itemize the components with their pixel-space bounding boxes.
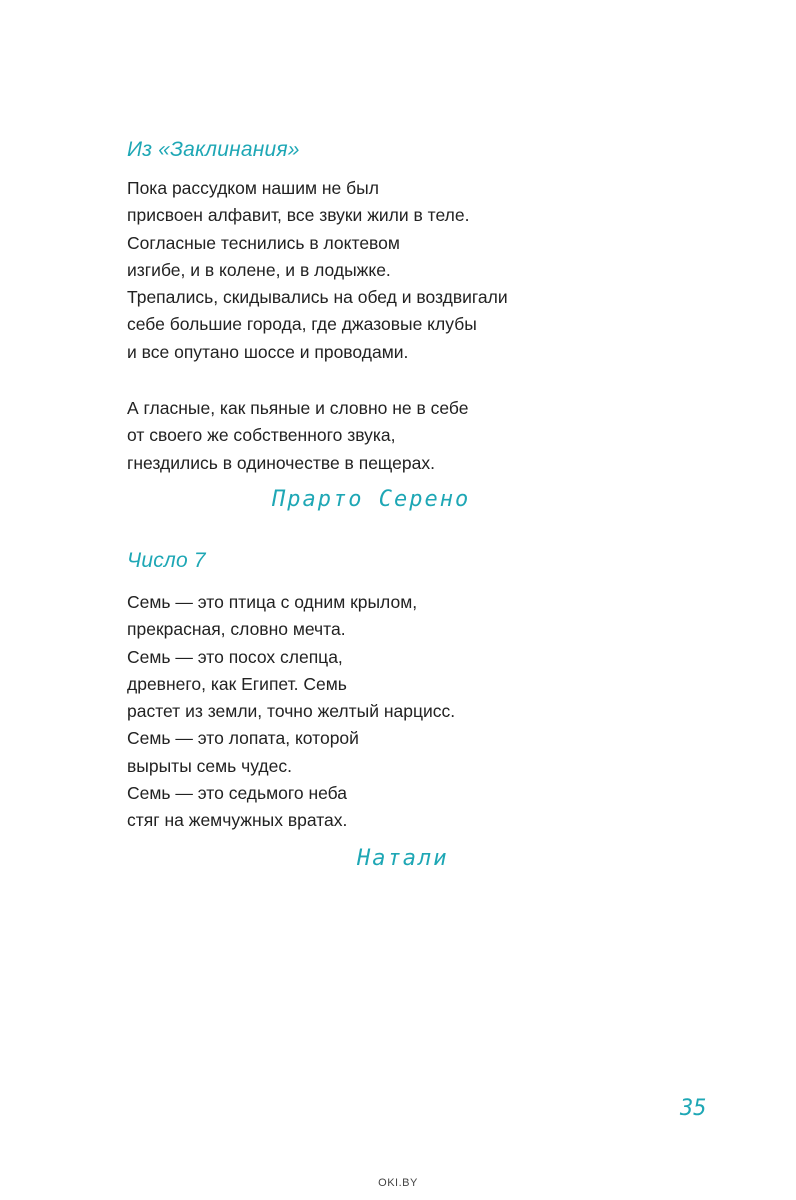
poem1-stanza2 [127, 395, 468, 477]
author-signature-natali: Натали [357, 846, 449, 871]
poem-line: Семь — это посох слепца, [127, 646, 343, 667]
poem-line: себе большие города, где джазовые клубы [127, 314, 477, 335]
poem-line: вырыты семь чудес. [127, 755, 292, 776]
poem2-stanza1 [127, 589, 455, 835]
poem-title-zaklinaniya: Из «Заклинания» [127, 138, 300, 161]
poem-title-chislo-7: Число 7 [127, 549, 206, 572]
author-signature-prarto-sereno: Прарто Серено [272, 487, 471, 512]
poem-line: А гласные, как пьяные и словно не в себе [127, 398, 469, 418]
poem-line: Согласные теснились в локтевом [127, 232, 400, 253]
poem-line: стяг на жемчужных вратах. [127, 810, 348, 831]
poem-line: прекрасная, словно мечта. [127, 619, 346, 640]
poem-line: Семь — это седьмого неба [127, 783, 348, 804]
poem-line: Трепались, скидывались на обед и воздвигали [127, 287, 508, 308]
poem-line: присвоен алфавит, все звуки жили в теле. [127, 205, 470, 226]
poem-line: гнездились в одиночестве в пещерах. [127, 452, 435, 473]
poem1-stanza1 [127, 175, 508, 366]
poem-line: Семь — это птица с одним крылом, [127, 592, 418, 612]
site-watermark: OKI.BY [378, 1177, 418, 1189]
poem-line: растет из земли, точно желтый нарцисс. [127, 701, 456, 722]
poem-line: и все опутано шоссе и проводами. [127, 341, 409, 362]
poem-line: древнего, как Египет. Семь [127, 673, 347, 694]
poem-line: изгибе, и в колене, и в лодыжке. [127, 259, 391, 280]
poem-line: Семь — это лопата, которой [127, 728, 359, 749]
poem-line: от своего же собственного звука, [127, 425, 396, 446]
poem-line: Пока рассудком нашим не был [127, 178, 379, 198]
page-number: 35 [680, 1096, 707, 1121]
